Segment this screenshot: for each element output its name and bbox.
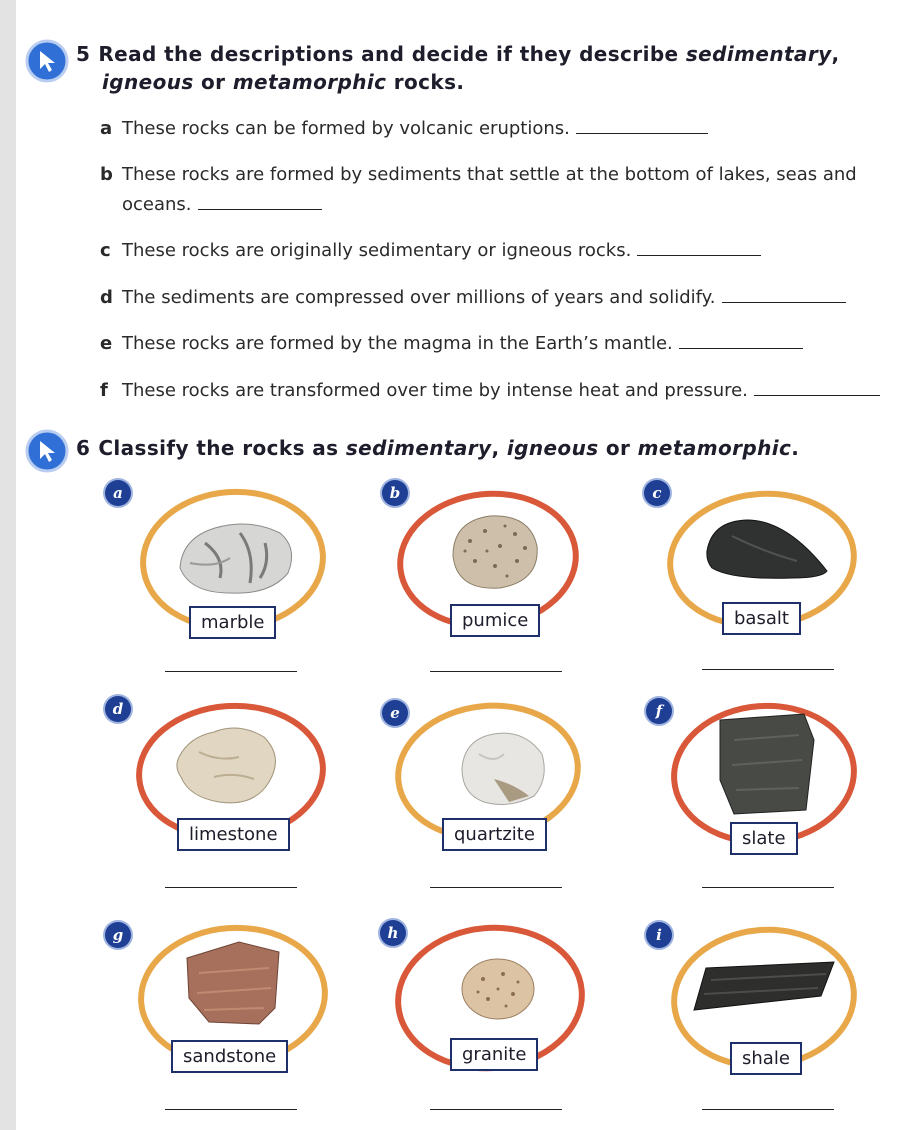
rock-label: shale	[730, 1042, 802, 1075]
letter-badge: g	[105, 922, 131, 948]
rock-card-f	[640, 692, 900, 912]
question-5-item-f: f These rocks are transformed over time by intense heat and pressure.	[100, 377, 880, 405]
rock-label: granite	[450, 1038, 538, 1071]
rock-label: sandstone	[171, 1040, 288, 1073]
answer-blank[interactable]	[430, 671, 562, 672]
question-5-item-d: d The sediments are compressed over millions of years and solidify.	[100, 284, 846, 312]
basalt-image	[702, 516, 832, 586]
page-margin	[0, 0, 16, 1130]
letter-badge: f	[646, 698, 672, 724]
answer-blank[interactable]	[430, 887, 562, 888]
answer-blank[interactable]	[679, 332, 803, 349]
answer-blank[interactable]	[576, 117, 708, 134]
rock-card-b	[370, 478, 630, 698]
answer-blank[interactable]	[702, 887, 834, 888]
letter-badge: h	[380, 920, 406, 946]
letter-badge: e	[382, 700, 408, 726]
rock-label: limestone	[177, 818, 290, 851]
cursor-icon[interactable]	[24, 38, 70, 84]
rock-card-h	[370, 908, 630, 1128]
answer-blank[interactable]	[198, 193, 322, 210]
answer-blank[interactable]	[165, 671, 297, 672]
letter-badge: d	[105, 696, 131, 722]
letter-badge: i	[646, 922, 672, 948]
answer-blank[interactable]	[165, 887, 297, 888]
sandstone-image	[179, 938, 289, 1028]
answer-blank[interactable]	[430, 1109, 562, 1110]
question-5-heading: 5 Read the descriptions and decide if they describe sedimentary, igneous or metamorphic rocks.	[76, 42, 840, 94]
question-6-heading: 6 Classify the rocks as sedimentary, igneous or metamorphic.	[76, 436, 800, 460]
answer-blank[interactable]	[702, 669, 834, 670]
answer-blank[interactable]	[722, 286, 846, 303]
question-5-item-b-cont: oceans.	[122, 191, 322, 219]
granite-image	[458, 954, 538, 1024]
rock-label: quartzite	[442, 818, 547, 851]
question-5-item-c: c These rocks are originally sedimentary or igneous rocks.	[100, 237, 761, 265]
rock-card-i	[640, 908, 900, 1128]
letter-badge: c	[644, 480, 670, 506]
rock-card-g	[105, 908, 365, 1128]
rock-label: pumice	[450, 604, 540, 637]
rock-label: marble	[189, 606, 276, 639]
answer-blank[interactable]	[754, 379, 880, 396]
question-5-item-b: b These rocks are formed by sediments that settle at the bottom of lakes, seas and	[100, 164, 857, 185]
pumice-image	[445, 506, 545, 596]
cursor-icon[interactable]	[24, 428, 70, 474]
answer-blank[interactable]	[637, 239, 761, 256]
rock-card-e	[370, 692, 630, 912]
question-5-item-e: e These rocks are formed by the magma in the Earth’s mantle.	[100, 330, 803, 358]
rock-label: slate	[730, 822, 798, 855]
marble-image	[170, 513, 300, 603]
letter-badge: b	[382, 480, 408, 506]
question-5-item-a: a These rocks can be formed by volcanic eruptions.	[100, 115, 708, 143]
slate-image	[714, 710, 819, 820]
quartzite-image	[454, 724, 554, 809]
rock-card-d	[105, 692, 365, 912]
rock-label: basalt	[722, 602, 801, 635]
answer-blank[interactable]	[165, 1109, 297, 1110]
rock-card-c	[640, 478, 900, 698]
limestone-image	[169, 717, 289, 812]
answer-blank[interactable]	[702, 1109, 834, 1110]
letter-badge: a	[105, 480, 131, 506]
rock-card-a	[105, 478, 365, 698]
shale-image	[686, 958, 836, 1018]
